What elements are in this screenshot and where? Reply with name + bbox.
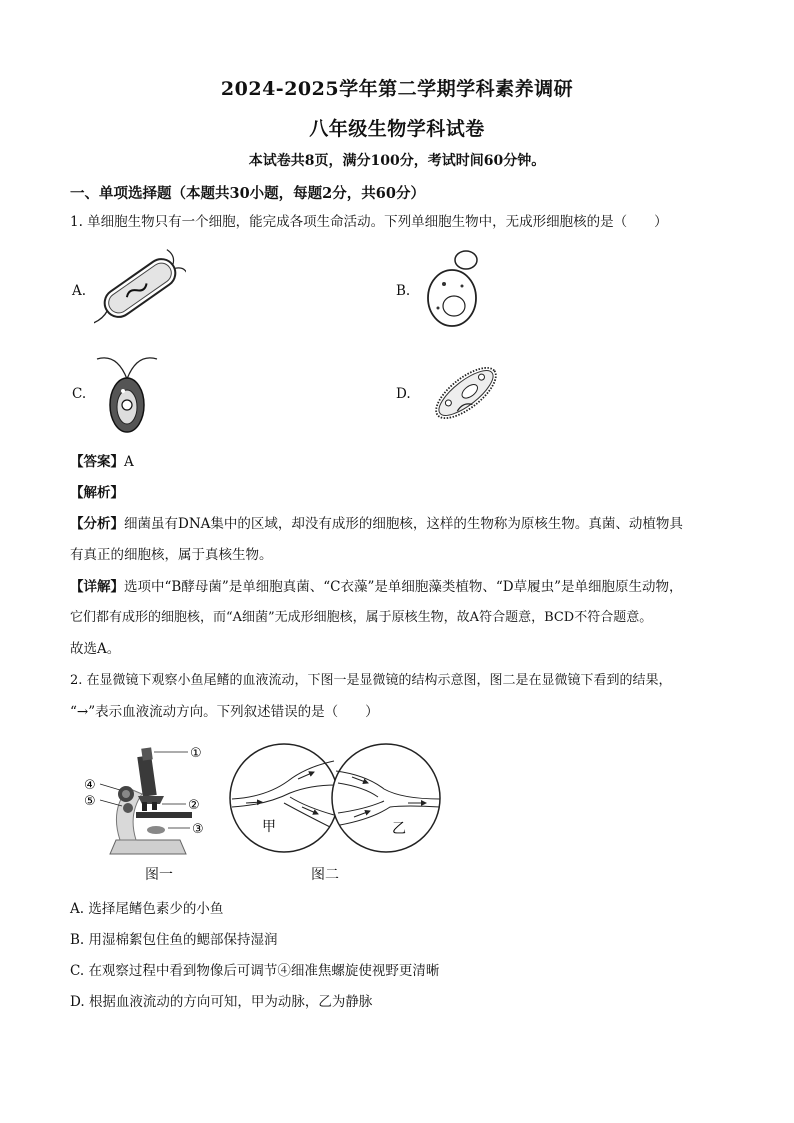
callout-2: ② xyxy=(188,798,200,813)
q1-xiangjie-line2: 它们都有成形的细胞核，而“A细菌”无成形细胞核，属于原核生物，故A符合题意，BCD不符合题意。 xyxy=(70,610,653,625)
figure1-caption: 图一 xyxy=(145,867,173,883)
exam-subtitle: 八年级生物学科试卷 xyxy=(309,118,485,140)
xiangjie-text-1: 选项中“B酵母菌”是单细胞真菌、“C衣藻”是单细胞藻类植物、“D草履虫”是单细胞原生动物， xyxy=(124,579,683,595)
analysis-tag: 【解析】 xyxy=(70,485,124,501)
fenxi-tag: 【分析】 xyxy=(70,516,124,532)
q2-option-a-label: A. xyxy=(70,901,85,917)
q2-stem-line2: “→”表示血液流动方向。下列叙述错误的是（ ） xyxy=(70,704,379,720)
q1-fenxi-line1 xyxy=(70,515,683,533)
yeast-icon xyxy=(424,246,484,330)
q1-answer xyxy=(70,453,134,471)
label-yi: 乙 xyxy=(392,821,406,837)
q1-fenxi-line2: 有真正的细胞核，属于真核生物。 xyxy=(70,547,273,563)
exam-info: 本试卷共8页，满分100分，考试时间60分钟。 xyxy=(248,153,546,169)
blood-flow-figure xyxy=(226,741,442,855)
q1-option-c-label: C. xyxy=(72,386,87,402)
callout-1: ① xyxy=(190,746,202,761)
q2-option-a-text: 选择尾鳍色素少的小鱼 xyxy=(88,901,224,917)
callout-3: ③ xyxy=(192,822,204,837)
answer-value: A xyxy=(124,454,134,470)
figure2-caption: 图二 xyxy=(311,867,339,883)
q2-option-c-text: 在观察过程中看到物像后可调节④细准焦螺旋使视野更清晰 xyxy=(88,963,440,979)
q2-option-d-text: 根据血液流动的方向可知，甲为动脉，乙为静脉 xyxy=(88,994,373,1010)
xiangjie-tag: 【详解】 xyxy=(70,579,124,595)
q1-xiangjie-line1 xyxy=(70,578,682,596)
fenxi-text-1: 细菌虽有DNA集中的区域，却没有成形的细胞核，这样的生物称为原核生物。真菌、动植物具 xyxy=(124,516,683,532)
q1-conclusion: 故选A。 xyxy=(70,641,121,657)
label-jia: 甲 xyxy=(262,819,276,835)
q2-option-b xyxy=(70,931,278,949)
q1-option-b-label: B. xyxy=(396,283,411,299)
exam-title: 2024-2025学年第二学期学科素养调研 xyxy=(220,78,574,100)
q2-option-a xyxy=(70,900,223,918)
q2-option-d xyxy=(70,993,372,1011)
q2-option-b-text: 用湿棉絮包住鱼的鳃部保持湿润 xyxy=(88,932,278,948)
chlamydomonas-icon xyxy=(92,353,162,437)
q1-option-a-label: A. xyxy=(72,283,87,299)
callout-4: ④ xyxy=(84,778,96,793)
answer-tag: 【答案】 xyxy=(70,454,124,470)
bacterium-icon xyxy=(94,248,186,328)
q1-stem: 1. 单细胞生物只有一个细胞，能完成各项生命活动。下列单细胞生物中，无成形细胞核的是（ ） xyxy=(70,214,668,230)
paramecium-icon xyxy=(424,352,508,434)
q1-option-d-label: D. xyxy=(396,386,411,402)
callout-5: ⑤ xyxy=(84,794,96,809)
q2-stem-line1: 2. 在显微镜下观察小鱼尾鳍的血液流动，下图一是显微镜的结构示意图，图二是在显微镜下看到的结果， xyxy=(70,673,672,688)
microscope-figure xyxy=(76,740,226,862)
section-heading: 一、单项选择题（本题共30小题，每题2分，共60分） xyxy=(70,185,425,202)
q1-analysis-tag xyxy=(70,484,124,502)
q2-option-b-label: B. xyxy=(70,932,85,948)
q2-option-c xyxy=(70,962,439,980)
q2-option-c-label: C. xyxy=(70,963,85,979)
q2-option-d-label: D. xyxy=(70,994,85,1010)
